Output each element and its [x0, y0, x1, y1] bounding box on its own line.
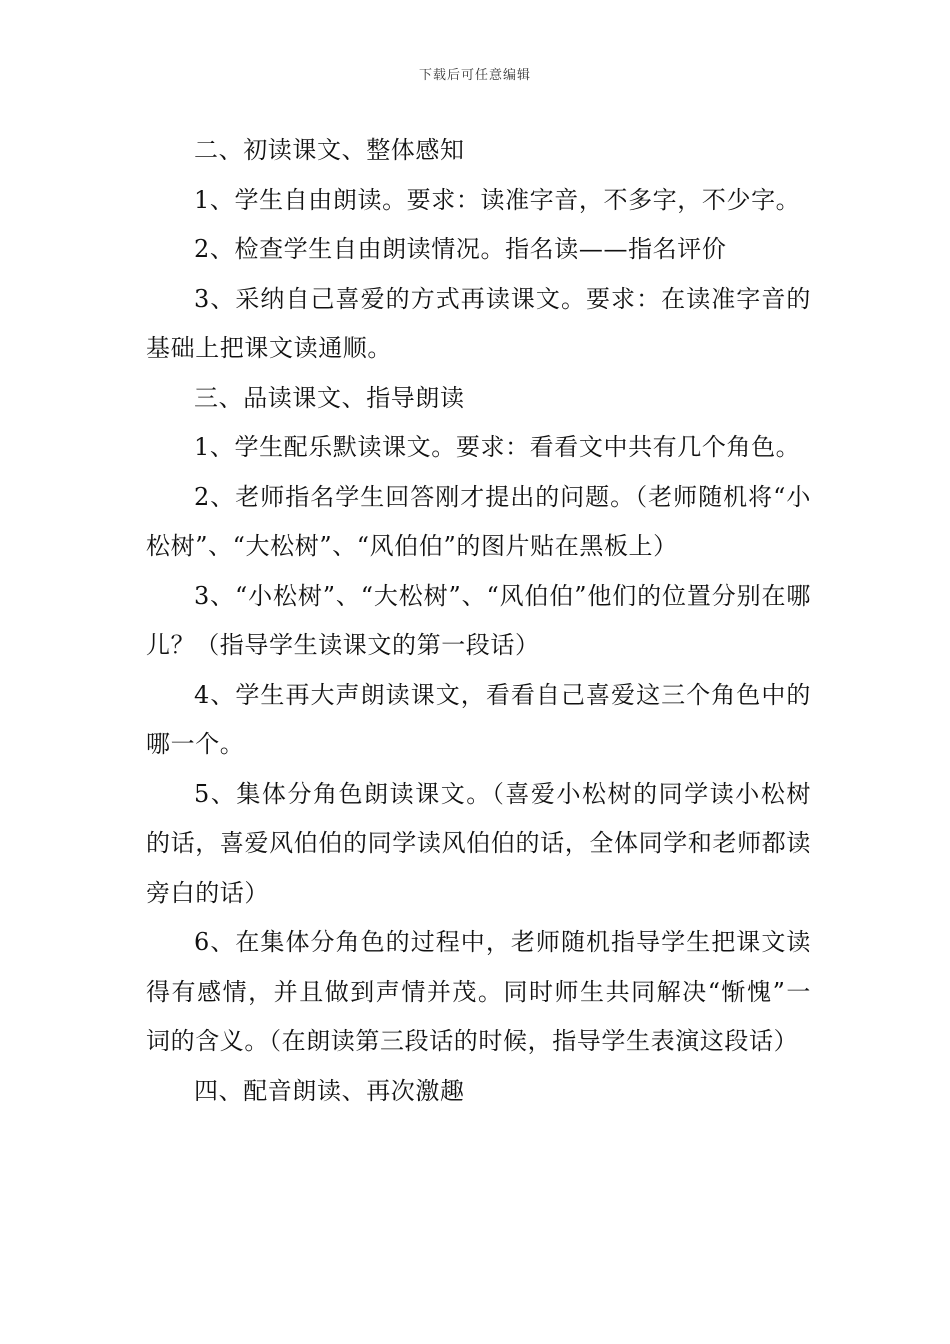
list-item: 2、检查学生自由朗读情况。指名读——指名评价	[194, 235, 727, 263]
list-item: 1、学生自由朗读。要求：读准字音，不多字，不少字。	[194, 185, 801, 214]
section-heading-3: 三、品读课文、指导朗读	[194, 383, 465, 412]
list-item: 1、学生配乐默读课文。要求：看看文中共有几个角色。	[194, 433, 801, 461]
list-item: 6、在集体分角色的过程中，老师随机指导学生把课文读得有感情，并且做到声情并茂。同时师生共同解决“惭愧”一词的含义。（在朗读第三段话的时候，指导学生表演这段话）	[146, 928, 811, 1055]
list-item: 5、集体分角色朗读课文。（喜爱小松树的同学读小松树的话，喜爱风伯伯的同学读风伯伯的话，全体同学和老师都读旁白的话）	[146, 779, 811, 907]
list-item: 2、老师指名学生回答刚才提出的问题。（老师随机将“小松树”、“大松树”、“风伯伯”的图片贴在黑板上）	[146, 482, 811, 560]
list-item: 3、“小松树”、“大松树”、“风伯伯”他们的位置分别在哪儿？（指导学生读课文的第一段话）	[146, 581, 811, 659]
page-header: 下载后可任意编辑	[418, 68, 531, 83]
section-heading-2: 二、初读课文、整体感知	[194, 136, 465, 164]
list-item: 4、学生再大声朗读课文，看看自己喜爱这三个角色中的哪一个。	[146, 680, 811, 758]
list-item: 3、采纳自己喜爱的方式再读课文。要求：在读准字音的基础上把课文读通顺。	[146, 284, 811, 362]
document-body	[146, 126, 811, 1116]
section-heading-4: 四、配音朗读、再次激趣	[194, 1076, 465, 1105]
